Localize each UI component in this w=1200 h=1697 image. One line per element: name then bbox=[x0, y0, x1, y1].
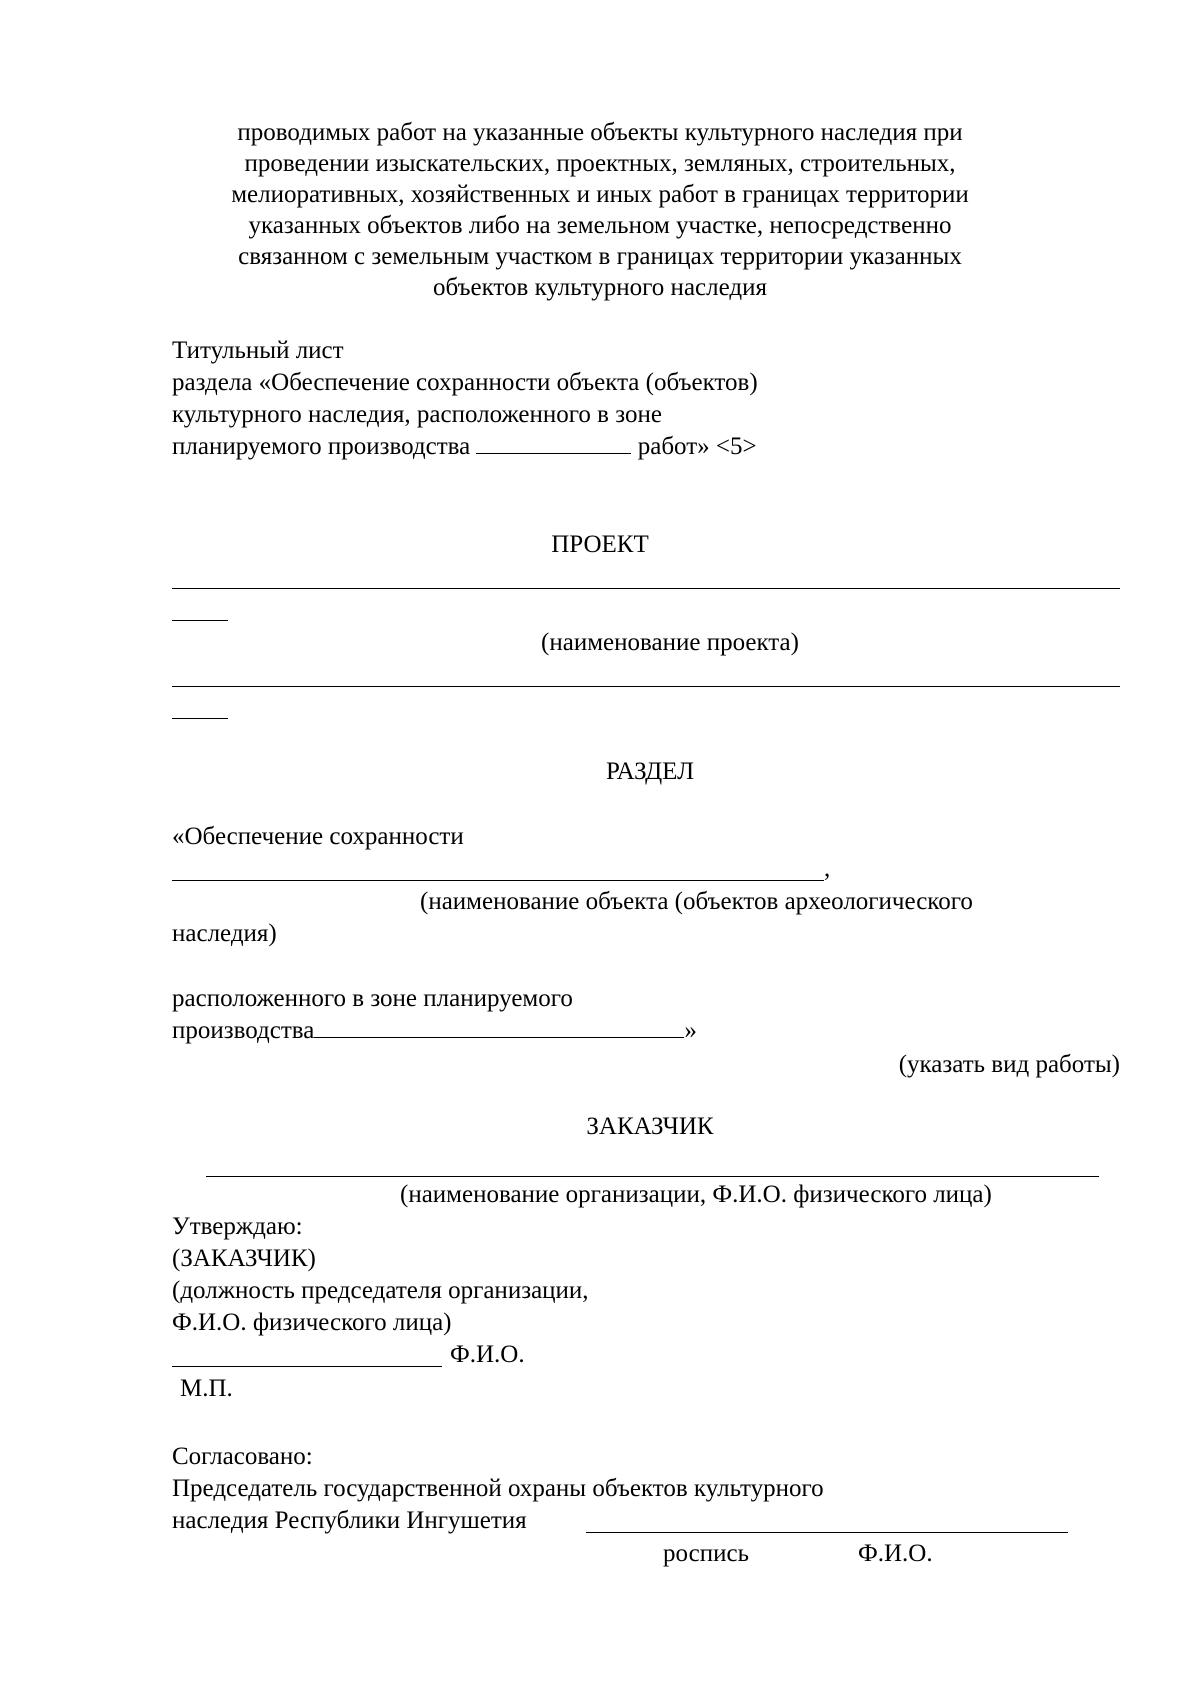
title-sheet-production-suffix: работ» <5> bbox=[637, 433, 757, 460]
intro-line: проведении изыскательских, проектных, земляных, строительных, bbox=[244, 150, 956, 177]
project-name-blank-line-2-short bbox=[172, 718, 228, 719]
fio-caption: Ф.И.О. bbox=[858, 1540, 933, 1567]
agreed-label: Согласовано: bbox=[172, 1443, 313, 1470]
intro-line: указанных объектов либо на земельном участке, непосредственно bbox=[248, 212, 952, 239]
project-name-blank-line-2 bbox=[172, 686, 1120, 687]
customer-name-blank-line bbox=[206, 1176, 1099, 1177]
production-blank bbox=[314, 1015, 684, 1038]
section-preservation-line: «Обеспечение сохранности bbox=[172, 823, 464, 850]
agreed-republic-line: наследия Республики Ингушетия bbox=[172, 1507, 527, 1534]
approve-fio: Ф.И.О. bbox=[450, 1341, 525, 1368]
approve-position-line: Ф.И.О. физического лица) bbox=[172, 1309, 452, 1336]
work-type-caption: (указать вид работы) bbox=[898, 1051, 1120, 1078]
approve-position-line: (должность председателя организации, bbox=[172, 1277, 589, 1304]
project-heading: ПРОЕКТ bbox=[551, 531, 649, 558]
title-sheet-line: раздела «Обеспечение сохранности объекта (объектов) bbox=[172, 369, 758, 396]
project-name-blank-line-short bbox=[172, 620, 228, 621]
object-name-comma: , bbox=[824, 855, 831, 882]
work-type-blank bbox=[476, 431, 631, 454]
production-suffix: » bbox=[684, 1017, 697, 1044]
intro-line: мелиоративных, хозяйственных и иных работ в границах территории bbox=[231, 181, 969, 208]
approve-signature-blank bbox=[172, 1366, 442, 1367]
approve-role: (ЗАКАЗЧИК) bbox=[172, 1245, 316, 1272]
title-sheet-label: Титульный лист bbox=[172, 337, 344, 364]
seal-label: М.П. bbox=[180, 1375, 233, 1402]
title-sheet-production-prefix: планируемого производства bbox=[172, 433, 471, 460]
zone-line: расположенного в зоне планируемого bbox=[172, 985, 573, 1012]
agreed-signature-blank bbox=[586, 1532, 1068, 1533]
agreed-chairman-line: Председатель государственной охраны объектов культурного bbox=[172, 1475, 824, 1502]
title-sheet-production-line bbox=[172, 430, 757, 463]
object-name-caption-cont: наследия) bbox=[172, 920, 277, 947]
object-name-caption: (наименование объекта (объектов археологического bbox=[420, 888, 973, 915]
project-name-caption: (наименование проекта) bbox=[541, 629, 799, 656]
customer-heading: ЗАКАЗЧИК bbox=[586, 1113, 714, 1140]
intro-line: проводимых работ на указанные объекты культурного наследия при bbox=[237, 119, 963, 146]
object-name-blank-line bbox=[172, 880, 824, 881]
production-line bbox=[172, 1014, 697, 1047]
intro-line: объектов культурного наследия bbox=[433, 274, 767, 301]
section-heading: РАЗДЕЛ bbox=[605, 758, 695, 785]
project-name-blank-line bbox=[172, 588, 1120, 589]
production-prefix: производства bbox=[172, 1017, 315, 1044]
title-sheet-line: культурного наследия, расположенного в зоне bbox=[172, 401, 662, 428]
signature-caption: роспись bbox=[663, 1540, 749, 1567]
approve-label: Утверждаю: bbox=[172, 1213, 303, 1240]
intro-line: связанном с земельным участком в границах территории указанных bbox=[238, 243, 962, 270]
customer-name-caption: (наименование организации, Ф.И.О. физического лица) bbox=[400, 1181, 992, 1208]
